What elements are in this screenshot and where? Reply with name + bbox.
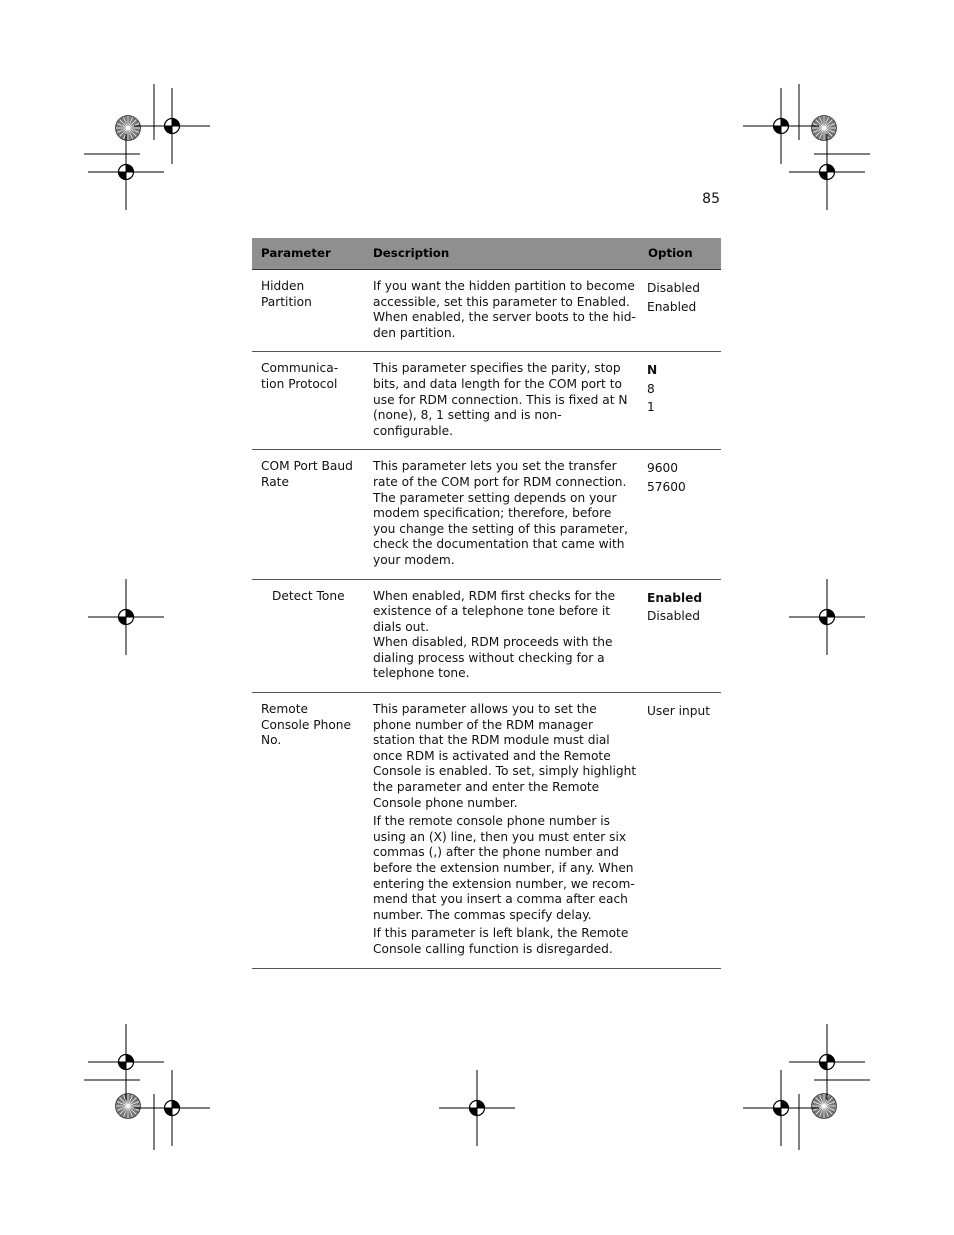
parameter-name: Communica- tion Protocol bbox=[252, 352, 364, 450]
parameter-description bbox=[364, 579, 639, 693]
parameter-description bbox=[364, 270, 639, 352]
option-value: 57600 bbox=[647, 479, 686, 494]
description-text: When enabled, RDM first checks for the existence of a telephone tone before it dials out. When disabled, RDM proceeds with the dialing process without checking for a telephone tone. bbox=[373, 588, 616, 681]
header-parameter: Parameter bbox=[252, 238, 364, 270]
table-row-remote-console-phone bbox=[252, 693, 721, 969]
parameter-table bbox=[252, 238, 721, 969]
parameter-name: Hidden Partition bbox=[252, 270, 364, 352]
parameter-description bbox=[364, 352, 639, 450]
option-value: 1 bbox=[647, 400, 655, 415]
description-text: This parameter allows you to set the phone number of the RDM manager station that the RDM module must dial once RDM is activated and the Remote Console is enabled. To set, simply highlight the parameter and enter the Remote Console phone number. bbox=[373, 702, 637, 810]
parameter-description bbox=[364, 450, 639, 579]
description-text: If the remote console phone number is using an (X) line, then you must enter six commas (,) after the phone number and before the extension number, if any. When entering the extension number, we recom-mend that you insert a comma after each number. The commas specify delay. bbox=[373, 814, 635, 922]
table-row-hidden-partition bbox=[252, 270, 721, 352]
table-row-detect-tone bbox=[252, 579, 721, 693]
option-value: Disabled bbox=[647, 281, 700, 295]
description-text: This parameter specifies the parity, stop bits, and data length for the COM port to use for RDM connection. This is fixed at N (none), 8, 1 setting and is non-configurable. bbox=[373, 361, 628, 438]
description-text: If you want the hidden partition to become accessible, set this parameter to Enabled. When enabled, the server boots to the hid-den partition. bbox=[373, 279, 636, 340]
option-value: Enabled bbox=[647, 299, 697, 314]
table-row-communication-protocol bbox=[252, 352, 721, 450]
parameter-options bbox=[639, 352, 721, 450]
option-value: User input bbox=[647, 704, 711, 719]
description-text: This parameter lets you set the transfer rate of the COM port for RDM connection. The parameter setting depends on your modem specification; therefore, before you change the setting of this parameter, check the documentation that came with your modem. bbox=[373, 459, 628, 567]
header-option: Option bbox=[639, 238, 721, 270]
description-text: If this parameter is left blank, the Remote Console calling function is disregarded. bbox=[373, 926, 629, 956]
option-value: Disabled bbox=[647, 609, 700, 623]
parameter-name: COM Port Baud Rate bbox=[252, 450, 364, 579]
parameter-name: Detect Tone bbox=[252, 579, 364, 693]
header-description: Description bbox=[364, 238, 639, 270]
table-row-com-port-baud-rate bbox=[252, 450, 721, 579]
option-default-value: N bbox=[647, 363, 658, 378]
parameter-options bbox=[639, 693, 721, 969]
parameter-options bbox=[639, 579, 721, 693]
parameter-options bbox=[639, 270, 721, 352]
table-header-row bbox=[252, 238, 721, 270]
parameter-name: Remote Console Phone No. bbox=[252, 693, 364, 969]
option-default-value: Enabled bbox=[647, 590, 703, 605]
parameter-options bbox=[639, 450, 721, 579]
option-value: 9600 bbox=[647, 461, 679, 476]
page-number: 85 bbox=[702, 191, 720, 207]
option-value: 8 bbox=[647, 381, 655, 396]
parameter-description bbox=[364, 693, 639, 969]
